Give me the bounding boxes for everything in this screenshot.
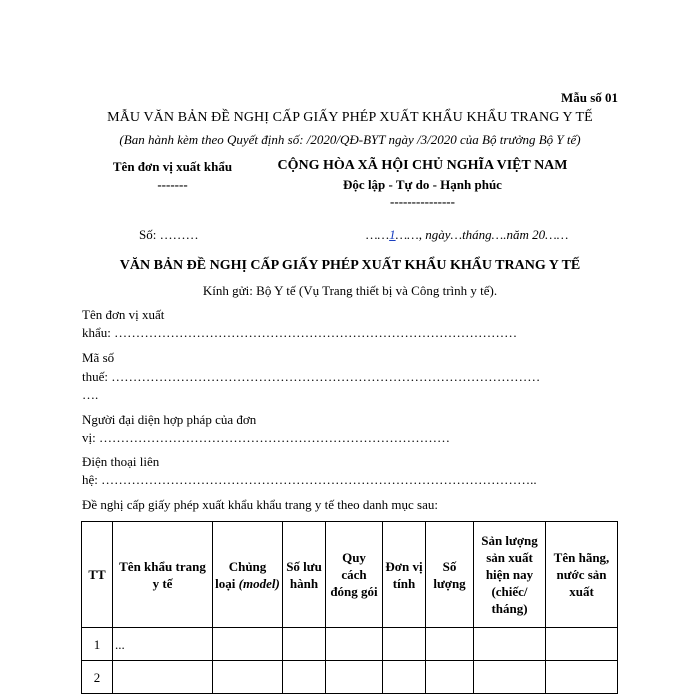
field-phone-label: Điện thoại liên <box>82 454 160 469</box>
row-cell[interactable] <box>383 628 426 661</box>
header-type-model: Chủng loại (model) <box>213 522 283 628</box>
row-cell[interactable] <box>283 628 326 661</box>
date-prefix: …… <box>366 227 390 242</box>
field-representative-label: Người đại diện hợp pháp của đơn <box>82 412 257 427</box>
row-mask-name[interactable]: ... <box>113 628 213 661</box>
row-cell[interactable] <box>283 661 326 694</box>
request-statement: Đề nghị cấp giấy phép xuất khẩu khẩu trang y tế theo danh mục sau: <box>82 497 438 512</box>
header-manufacturer: Tên hãng, nước sản xuất <box>546 522 618 628</box>
header-unit: Đơn vị tính <box>383 522 426 628</box>
table-row <box>82 628 618 661</box>
row-number: 1 <box>82 628 113 661</box>
table-row <box>82 661 618 694</box>
header-quantity: Số lượng <box>426 522 474 628</box>
field-tax-code-label: Mã số <box>82 350 115 365</box>
product-table <box>81 521 618 694</box>
date-link[interactable]: 1 <box>389 227 396 242</box>
left-divider: ------- <box>157 177 188 192</box>
row-cell[interactable] <box>474 628 546 661</box>
header-capacity: Sản lượng sản xuất hiện nay (chiếc/ tháng) <box>474 522 546 628</box>
table-header-row <box>82 522 618 628</box>
document-title: VĂN BẢN ĐỀ NGHỊ CẤP GIẤY PHÉP XUẤT KHẨU KHẨU TRANG Y TẾ <box>119 258 581 273</box>
row-number: 2 <box>82 661 113 694</box>
field-representative-input[interactable]: vị: ……………………………………………………………………… <box>82 430 450 445</box>
header-packing: Quy cách đóng gói <box>326 522 383 628</box>
row-cell[interactable] <box>546 661 618 694</box>
national-name: CỘNG HÒA XÃ HỘI CHỦ NGHĨA VIỆT NAM <box>277 158 568 173</box>
header-tt: TT <box>82 522 113 628</box>
row-cell[interactable] <box>213 661 283 694</box>
date-suffix: ……, ngày…tháng….năm 20…… <box>395 227 569 242</box>
exporter-unit-heading: Tên đơn vị xuất khẩu <box>112 159 233 174</box>
field-tax-code-continuation: …. <box>82 387 99 402</box>
national-motto: Độc lập - Tự do - Hạnh phúc <box>343 177 502 192</box>
row-cell[interactable] <box>383 661 426 694</box>
row-cell[interactable] <box>326 628 383 661</box>
row-cell[interactable] <box>474 661 546 694</box>
right-divider: --------------- <box>390 194 455 209</box>
row-cell[interactable] <box>213 628 283 661</box>
field-tax-code-input[interactable]: thuế: ……………………………………………………………………………………… <box>82 369 541 384</box>
recipient-line: Kính gửi: Bộ Y tế (Vụ Trang thiết bị và Công trình y tế). <box>202 283 498 298</box>
date-line <box>366 227 568 243</box>
header-registration-no: Số lưu hành <box>283 522 326 628</box>
form-template-title: MẪU VĂN BẢN ĐỀ NGHỊ CẤP GIẤY PHÉP XUẤT KHẨU KHẨU TRANG Y TẾ <box>107 110 593 125</box>
header-mask-name: Tên khẩu trang y tế <box>113 522 213 628</box>
field-phone-input[interactable]: hệ: ……………………………………………………………………………………….. <box>82 472 537 487</box>
row-mask-name[interactable] <box>113 661 213 694</box>
row-cell[interactable] <box>426 628 474 661</box>
row-cell[interactable] <box>426 661 474 694</box>
field-exporter-name-input[interactable]: khẩu: ………………………………………………………………………………… <box>82 325 518 340</box>
row-cell[interactable] <box>326 661 383 694</box>
form-subtitle: (Ban hành kèm theo Quyết định số: /2020/QĐ-BYT ngày /3/2020 của Bộ trưởng Bộ Y tế) <box>119 132 581 147</box>
field-exporter-name-label: Tên đơn vị xuất <box>82 307 165 322</box>
form-number: Mẫu số 01 <box>560 90 618 105</box>
row-cell[interactable] <box>546 628 618 661</box>
document-number: Số: ……… <box>139 227 199 242</box>
